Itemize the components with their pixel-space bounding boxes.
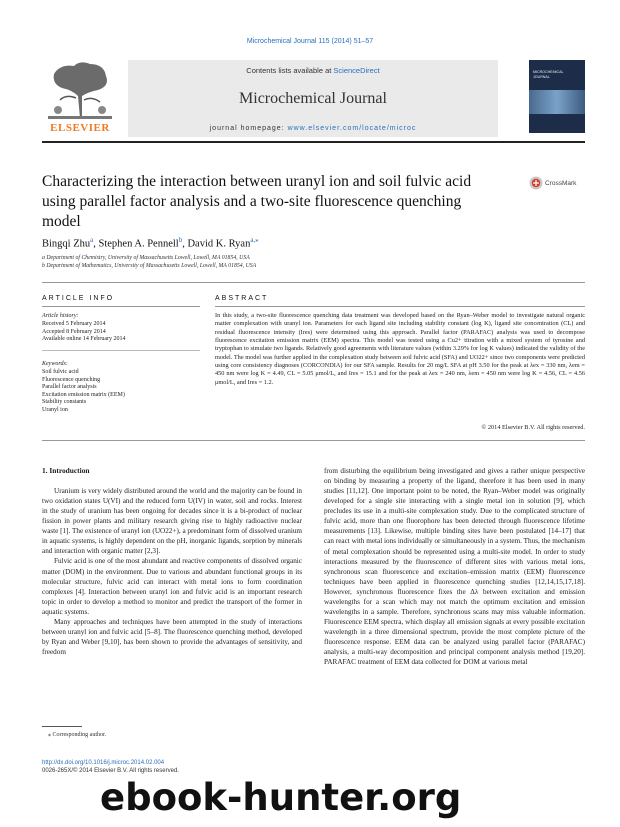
affiliation-a: a Department of Chemistry, University of Massachusetts Lowell, Lowell, MA 01854, USA bbox=[42, 255, 250, 261]
doi-link[interactable]: http://dx.doi.org/10.1016/j.microc.2014.02.004 bbox=[42, 760, 165, 766]
journal-name: Microchemical Journal bbox=[239, 90, 387, 107]
elsevier-wordmark: ELSEVIER bbox=[50, 122, 110, 134]
history-divider bbox=[42, 350, 200, 351]
abstract-heading: ABSTRACT bbox=[215, 295, 269, 302]
abstract-divider bbox=[215, 306, 585, 307]
journal-header-band bbox=[128, 60, 498, 137]
author-name[interactable]: Stephen A. Pennell bbox=[98, 238, 179, 250]
keyword-list bbox=[42, 369, 125, 414]
journal-homepage-line bbox=[128, 125, 498, 132]
author-name[interactable]: David K. Ryan bbox=[187, 238, 251, 250]
crossmark-icon bbox=[529, 176, 545, 192]
footnote-divider bbox=[42, 726, 82, 727]
author-affiliation-mark: a bbox=[90, 236, 94, 244]
body-paragraph: Many approaches and techniques have been attempted in the study of interactions between uranyl ion and fulvic acid [5–8]. The fluorescence quenching method, developed by Ryan and Weber [9,10], has been shown to provide the advantages of sensitivity, and freedom bbox=[42, 617, 302, 656]
affiliation-divider bbox=[42, 282, 585, 283]
homepage-prefix: journal homepage: bbox=[209, 125, 288, 132]
keyword-item: Uranyl ion bbox=[42, 406, 68, 413]
author-list: Bingqi Zhu$^a$, Stephen A. Pennell$^b$, David K. Ryan$^{a,⁎}$ bbox=[42, 236, 259, 250]
received-date: Received 5 February 2014 bbox=[42, 321, 106, 327]
contents-prefix: Contents lists available at bbox=[246, 66, 334, 75]
keyword-item: Fluorescence quenching bbox=[42, 376, 101, 383]
issn-copyright: 0026-265X/© 2014 Elsevier B.V. All rights reserved. bbox=[42, 768, 179, 774]
cover-image-strip bbox=[529, 90, 585, 114]
crossmark-label: CrossMark bbox=[545, 180, 577, 187]
keyword-item: Parallel factor analysis bbox=[42, 384, 97, 390]
keywords-label: Keywords: bbox=[42, 361, 68, 367]
journal-reference-link[interactable]: Microchemical Journal 115 (2014) 51–57 bbox=[246, 38, 374, 45]
accepted-date: Accepted 8 February 2014 bbox=[42, 328, 106, 335]
keyword-item: Excitation emission matrix (EEM) bbox=[42, 391, 125, 398]
body-paragraph: Fulvic acid is one of the most abundant and reactive components of dissolved organic matter (DOM) in the environment. Due to various and abundant functional groups in its molecular structure, fulvic acid can interact with metal ions to form coordination complexes [4]. Interaction between uranyl ion and fulvic acid is an important research topic in order to develop a method to monitor and predict the transport of the former in aquatic systems. bbox=[42, 557, 302, 616]
affiliation-b: b Department of Mathematics, University of Massachusetts Lowell, Lowell, MA 01854, USA bbox=[42, 263, 257, 269]
author-name[interactable]: Bingqi Zhu bbox=[42, 238, 91, 250]
online-date: Available online 14 February 2014 bbox=[42, 336, 126, 342]
journal-cover-thumbnail bbox=[529, 60, 585, 133]
corresponding-author-footnote: ⁎ Corresponding author. bbox=[48, 732, 107, 738]
contents-available-line bbox=[128, 66, 498, 75]
front-matter-divider bbox=[42, 440, 585, 441]
homepage-url-link[interactable]: www.elsevier.com/locate/microc bbox=[287, 125, 417, 132]
body-column-right bbox=[324, 466, 585, 667]
abstract-body: In this study, a two-site fluorescence quenching data treatment was developed based on the Ryan–Weber model to investigate natural organic matter complexation with uranyl ion. Parameters for each ligand site including stability constant (log K), ligand site concentration (CL) and residual fluorescence intensity (Ires) were determined using this approach. Parallel factor (PARAFAC) analysis was used to decompose fluorescence excitation emission matrix (EEM) spectra. This model was tested using a Cu2+ titration with a mixed system of tyrosine and tryptophan to simulate two ligands. Relatively good agreements with literature values (within 3.29% for log K values) indicated the validity of the model. The model was further applied in the complexation study between soil fulvic acid (SFA) and UO22+ since two components were predicted using core consistency diagnoses (CORCONDIA) for our SFA sample. Results for 20 mg/L SFA at pH 3.50 for the peak at λex = 330 nm, λem = 450 nm were log K = 4.49, CL = 5.05 μmol/L, and Ires = 15.1 and for the peak at λex = 240 nm, λem = 450 nm were log K = 4.56, CL = 4.56 μmol/L, and Ires = 1.2. bbox=[215, 312, 585, 386]
body-paragraph: from disturbing the equilibrium being investigated and gives a rather unique perspective on binding by measuring a property of the ligand, therefore it has been used in many studies [11,12]. One important point to be noted, the Ryan–Weber model was originally developed for a single site interacting with a single metal ion in solution [9], which precludes its use in a multi-site complexation study. Due to the complicated structure of fulvic acid, more than one fluorophore has been detected through fluorescence lifetime measurements [13]. Likewise, multiple binding sites have been postulated [14–17] that can react with metal ions individually or simultaneously in a system. Thus, the mechanism of metal complexation should be represented using a multi-site model. In order to study interactions measured by the fluorescence of different sites with various metal ions, synchronous scan fluorescence and excitation–emission matrix (EEM) fluorescence techniques have been applied in fluorescence quenching studies [12,14,15,17,18]. However, synchronous fluorescence fixes the Δλ between excitation and emission wavelengths for a scan which may not match the optimum excitation and emission wavelengths in a sample. Therefore, synchronous scans may miss valuable information. Fluorescence EEM spectra, which display all emission signals at every possible excitation wavelength in a three dimensional spectrum, provide the most complete picture of the fluorescence response. EEM data can be analyzed using parallel factor (PARAFAC) analysis, a multi-way decomposition and principal component analysis method [19,20]. PARAFAC treatment of EEM data collected for DOM at various metal bbox=[324, 467, 585, 667]
abstract-copyright: © 2014 Elsevier B.V. All rights reserved. bbox=[481, 424, 585, 431]
article-history-label: Article history: bbox=[42, 313, 79, 319]
sciencedirect-link[interactable]: ScienceDirect bbox=[333, 66, 380, 75]
header-divider bbox=[42, 141, 585, 143]
body-column-left bbox=[42, 486, 302, 657]
cover-title: MICROCHEMICAL JOURNAL bbox=[533, 70, 564, 79]
body-paragraph: Uranium is very widely distributed around the world and the majority can be found in two oxidation states U(VI) and the reduced form U(IV) in water, soil and rocks. Interest in the study of uranium has been ongoing for decades since it is a bi-product of nuclear fission in power plants and military research giving rise to highly radioactive nuclear waste [1]. The existence of uranyl ion (UO22+), a predominant form of dissolved uranium in aquatic systems, is highly dependent on the pH, inorganic ligands, sorption by minerals and interaction with organic matter [2,3]. bbox=[42, 487, 303, 556]
keyword-item: Soil fulvic acid bbox=[42, 369, 79, 375]
article-info-heading: ARTICLE INFO bbox=[42, 295, 115, 302]
author-affiliation-mark: a,⁎ bbox=[250, 236, 259, 244]
article-info-divider bbox=[42, 306, 200, 307]
article-title: Characterizing the interaction between uranyl ion and soil fulvic acid using parallel factor analysis and a two-site fluorescence quenching model bbox=[42, 173, 472, 230]
keyword-item: Stability constants bbox=[42, 399, 87, 405]
watermark-text: ebook-hunter.org bbox=[100, 776, 462, 819]
section-heading-introduction: 1. Introduction bbox=[42, 466, 90, 475]
author-affiliation-mark: b bbox=[178, 236, 183, 244]
